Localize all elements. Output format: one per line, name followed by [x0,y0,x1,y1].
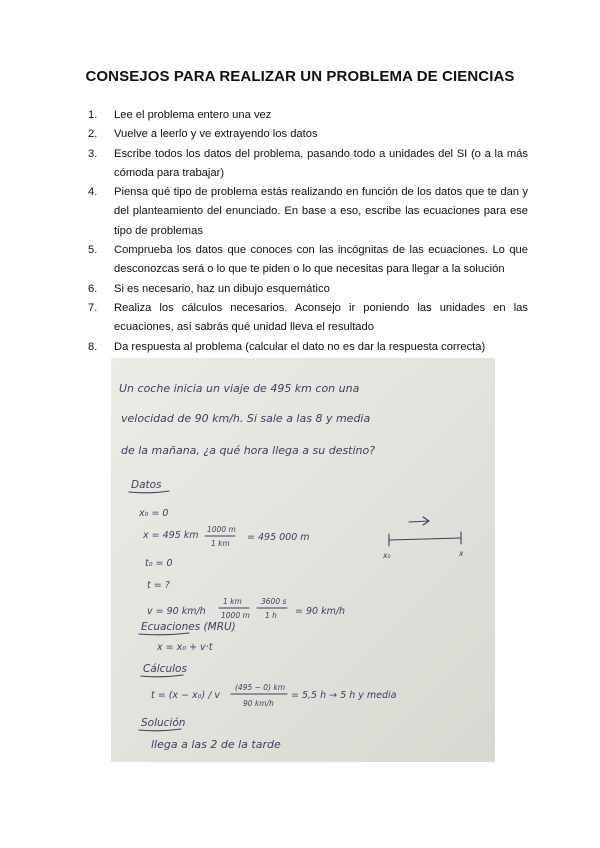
calculo-result: = 5,5 h → 5 h y media [291,690,397,701]
handwritten-note-photo [111,358,495,762]
solucion-text: llega a las 2 de la tarde [151,738,281,751]
list-item [88,241,528,280]
statement-line: Un coche inicia un viaje de 495 km con una [119,382,360,395]
list-item-number: 7. [88,301,98,314]
list-item [88,280,528,299]
conversion-numerator: 1000 m [207,525,236,534]
list-item [88,183,528,241]
solucion-heading: Solución [141,717,186,729]
document-title: CONSEJOS PARA REALIZAR UN PROBLEMA DE CIENCIAS [85,68,515,85]
conversion-numerator: 1 km [223,597,242,606]
calculo-numerator: (495 − 0) km [235,683,286,692]
list-item-text: Si es necesario, haz un dibujo esquemático [114,282,330,295]
schematic-label-start: x₀ [383,551,391,560]
conversion-numerator: 3600 s [261,597,287,606]
dato-x: x = 495 km [143,530,199,541]
schematic-segment [389,538,461,540]
tips-list [88,106,528,357]
list-item-text: Da respuesta al problema (calcular el dato no es dar la respuesta correcta) [114,340,486,353]
list-item [88,106,528,125]
calculos-heading: Cálculos [143,663,187,675]
ecuaciones-underline [139,633,189,635]
solucion-underline [139,729,181,731]
list-item-number: 4. [88,186,98,199]
handwritten-note [111,358,495,762]
direction-arrow-icon [409,517,429,525]
list-item-text: Comprueba los datos que conoces con las incógnitas de las ecuaciones. Lo que desconozcas será o lo que te piden o lo que necesitas para llegar a la solución [114,244,528,276]
list-item-number: 6. [88,282,98,295]
list-item-number: 8. [88,340,98,353]
list-item-text: Lee el problema entero una vez [114,109,272,121]
list-item-number: 3. [88,147,98,160]
list-item-text: Escribe todos los datos del problema, pasando todo a unidades del SI (o a la más cómoda para trabajar) [114,147,528,179]
list-item-number: 5. [88,244,98,257]
datos-underline [129,491,169,493]
list-item-number: 1. [88,109,98,121]
ecuaciones-heading: Ecuaciones (MRU) [141,621,236,633]
statement-line: velocidad de 90 km/h. Si sale a las 8 y media [121,412,371,425]
datos-heading: Datos [131,479,162,491]
calculos-underline [141,675,183,677]
schematic-label-end: x [459,549,464,558]
list-item [88,338,528,357]
statement-line: de la mañana, ¿a qué hora llega a su destino? [121,444,376,457]
dato-t0: t₀ = 0 [145,558,173,569]
calculo-denominator: 90 km/h [243,699,274,708]
list-item-text: Piensa qué tipo de problema estás realizando en función de los datos que te dan y del planteamiento del enunciado. En base a eso, escribe las ecuaciones para ese tipo de problemas [114,186,528,237]
conversion-denominator: 1 km [211,539,230,548]
ecuacion: x = x₀ + v·t [157,642,213,653]
dato-x0: x₀ = 0 [139,508,169,519]
conversion-denominator: 1 h [265,611,277,620]
list-item-text: Realiza los cálculos necesarios. Aconsejo ir poniendo las unidades en las ecuaciones, así sabrás qué unidad lleva el resultado [114,301,528,334]
list-item [88,299,528,338]
dato-v: v = 90 km/h [147,606,206,617]
dato-x-result: = 495 000 m [247,532,310,543]
conversion-denominator: 1000 m [221,611,250,620]
list-item [88,125,528,144]
list-item-text: Vuelve a leerlo y ve extrayendo los datos [114,128,318,141]
calculo-formula: t = (x − x₀) / v [151,690,221,701]
list-item-number: 2. [88,128,98,141]
list-item [88,145,528,184]
dato-t: t = ? [147,580,170,591]
dato-v-result: = 90 km/h [295,606,346,617]
